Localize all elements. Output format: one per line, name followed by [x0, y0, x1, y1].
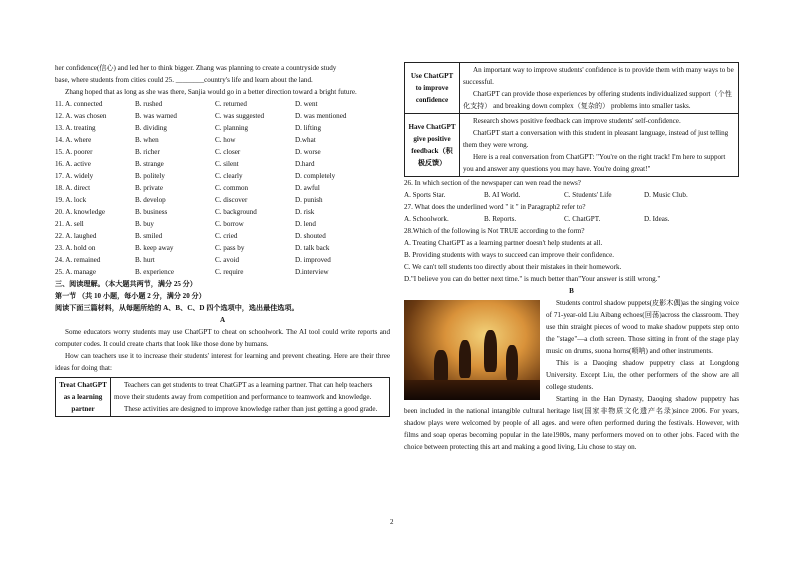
puppet-figure — [459, 340, 471, 378]
options-row — [55, 266, 390, 278]
puppet-figure — [506, 345, 518, 381]
q26-options — [404, 189, 739, 201]
passage-b-para-2: This is a Daoqing shadow puppetry class at Longdong University. Except Liu, the other performers of the show are all college students. — [546, 359, 739, 391]
q28-option-d: D."I believe you can do better next time." is much better than"Your answer is still wrong." — [404, 275, 661, 283]
options-row — [55, 182, 390, 194]
option: B. rushed — [135, 100, 163, 108]
option: D. shouted — [295, 232, 326, 240]
option: B. buy — [135, 220, 154, 228]
passage-a-letter: A — [219, 316, 226, 324]
option: D. improved — [295, 256, 331, 264]
options-row — [55, 206, 390, 218]
table-text: Teachers can get students to treat ChatGPT as a learning partner. That can help teachers move their students away from competition and performance to teamwork and knowledge. — [114, 381, 373, 401]
table-label: Treat ChatGPT as a learning partner — [56, 378, 111, 417]
option: B. experience — [135, 268, 174, 276]
cloze-options — [55, 98, 390, 278]
option: D. awful — [295, 184, 320, 192]
passage-b-letter: B — [569, 287, 574, 295]
option: C. common — [215, 184, 249, 192]
option: B. private — [135, 184, 163, 192]
option: B. keep away — [135, 244, 174, 252]
option: C. returned — [215, 100, 247, 108]
option: C. background — [215, 208, 257, 216]
option: D. risk — [295, 208, 315, 216]
option: B. when — [135, 136, 159, 144]
option: D. talk back — [295, 244, 330, 252]
option: B. politely — [135, 172, 165, 180]
option: D. lifting — [295, 124, 322, 132]
options-row — [55, 158, 390, 170]
passage-b-para-3: Starting in the Han Dynasty, Daoqing shadow puppetry has been included in the national intangible cultural heritage list(国家非物质文化遗产名录)since 2006. For years, shadow plays were welcomed by people of all ages. and were often performed during the festivals. However, with films and soap operas becoming popular in the late1980s, many performers moved on to other jobs. Faced with the choice between protecting this art and making a good living, Liu chose to stay on. — [404, 395, 739, 451]
option: 12. A. was chosen — [55, 112, 107, 120]
right-column — [404, 62, 739, 453]
option: C. clearly — [215, 172, 243, 180]
table-learning-partner — [55, 377, 390, 417]
option: B. Reports. — [484, 215, 517, 223]
table-text: ChatGPT can provide those experiences by offering students individualized support（个性化支持） and breaking down complex（复杂的） problems into smaller tasks. — [463, 90, 732, 110]
left-column — [55, 62, 390, 417]
option: 18. A. direct — [55, 184, 91, 192]
options-row — [55, 110, 390, 122]
table-chatgpt-ideas — [404, 62, 739, 177]
table-text: ChatGPT start a conversation with this student in pleasant language, instead of just telling them they were wrong. — [463, 129, 729, 149]
option: B. hurt — [135, 256, 155, 264]
option: 21. A. sell — [55, 220, 84, 228]
option: C. Students' Life — [564, 191, 612, 199]
page-number: 2 — [390, 518, 394, 526]
option: D. worse — [295, 148, 321, 156]
option: C. avoid — [215, 256, 240, 264]
q28-option-c: C. We can't tell students too directly about their mistakes in their homework. — [404, 263, 622, 271]
option: 17. A. widely — [55, 172, 94, 180]
option: D.hard — [295, 160, 315, 168]
table-cell — [460, 63, 739, 114]
passage-a-para-1: Some educators worry students may use ChatGPT to cheat on schoolwork. The AI tool could write reports and computer codes. It could create charts that look like those done by humans. — [55, 328, 390, 348]
option: 25. A. manage — [55, 268, 96, 276]
option: 22. A. laughed — [55, 232, 97, 240]
options-row — [55, 170, 390, 182]
instructions: 阅读下面三篇材料，从每题所给的 A、B、C、D 四个选项中，选出最佳选项。 — [55, 304, 299, 312]
passage-a-para-2: How can teachers use it to increase their students' interest for learning and prevent cheating. Here are their three ideas for doing that: — [55, 352, 390, 372]
option: A. Schoolwork. — [404, 215, 449, 223]
option: C. was suggested — [215, 112, 265, 120]
intro-line-2: base, where students from cities could 25. ________country's life and learn about the land. — [55, 76, 313, 84]
option: D. was mentioned — [295, 112, 347, 120]
option: 19. A. lock — [55, 196, 87, 204]
option: C. pass by — [215, 244, 245, 252]
option: B. develop — [135, 196, 166, 204]
question-27: 27. What does the underlined word " it " in Paragraph2 refer to? — [404, 203, 586, 211]
option: D.interview — [295, 268, 329, 276]
option: 24. A. remained — [55, 256, 101, 264]
table-cell — [460, 114, 739, 177]
option: C. closer — [215, 148, 241, 156]
option: C. how — [215, 136, 236, 144]
option: C. silent — [215, 160, 239, 168]
options-row — [55, 122, 390, 134]
options-row — [55, 242, 390, 254]
option: 23. A. hold on — [55, 244, 96, 252]
intro-line-1: her confidence(信心) and led her to think bigger. Zhang was planning to create a countryside study — [55, 64, 337, 72]
option: 14. A. where — [55, 136, 92, 144]
options-row — [55, 230, 390, 242]
option: 16. A. active — [55, 160, 91, 168]
puppet-rods — [404, 380, 540, 400]
table-cell — [111, 378, 390, 417]
option: C. discover — [215, 196, 248, 204]
passage-b — [404, 297, 739, 453]
option: D. went — [295, 100, 318, 108]
option: D. completely — [295, 172, 336, 180]
option: D. punish — [295, 196, 323, 204]
passage-b-para-1: Students control shadow puppets(皮影木偶)as the singing voice of 71-year-old Liu Aibang echoes(回荡)across the classroom. They use thin straight pieces of wood to make shadow puppets step onto the "stage"—a cloth screen. Those sitting in front of the stage play music on drums, suona horns(唢呐) and other instruments. — [546, 299, 739, 355]
option: B. smiled — [135, 232, 163, 240]
option: A. Sports Star. — [404, 191, 446, 199]
option: D. lend — [295, 220, 316, 228]
table-label: Use ChatGPT to improve confidence — [405, 63, 460, 114]
option: 20. A. knowledge — [55, 208, 106, 216]
option: B. AI World. — [484, 191, 521, 199]
puppet-figure — [484, 330, 497, 372]
option: C. planning — [215, 124, 249, 132]
part-heading: 第一节 （共 10 小题，每小题 2 分，满分 20 分） — [55, 292, 206, 300]
table-text: Research shows positive feedback can improve students' self-confidence. — [473, 117, 681, 125]
q28-option-a: A. Treating ChatGPT as a learning partner doesn't help students at all. — [404, 239, 603, 247]
option: B. richer — [135, 148, 160, 156]
question-26: 26. In which section of the newspaper can wen read the news? — [404, 179, 581, 187]
q27-options — [404, 213, 739, 225]
options-row — [55, 98, 390, 110]
intro-paragraph-2: Zhang hoped that as long as she was there, Sanjia would go in a better direction toward a bright future. — [65, 88, 357, 96]
option: 11. A. connected — [55, 100, 103, 108]
options-row — [55, 218, 390, 230]
table-label: Have ChatGPT give positive feedback（积极反馈） — [405, 114, 460, 177]
options-row — [55, 134, 390, 146]
options-row — [55, 194, 390, 206]
option: D. Ideas. — [644, 215, 670, 223]
option: D. Music Club. — [644, 191, 688, 199]
question-28: 28.Which of the following is Not TRUE according to the form? — [404, 227, 585, 235]
table-text: An important way to improve students' confidence is to provide them with many ways to be successful. — [463, 66, 734, 86]
option: C. require — [215, 268, 244, 276]
shadow-puppet-photo — [404, 300, 540, 400]
options-row — [55, 146, 390, 158]
option: C. ChatGPT. — [564, 215, 601, 223]
option: 13. A. treating — [55, 124, 96, 132]
option: C. cried — [215, 232, 238, 240]
option: C. borrow — [215, 220, 244, 228]
option: B. dividing — [135, 124, 167, 132]
option: B. strange — [135, 160, 164, 168]
table-text: These activities are designed to improve knowledge rather than just getting a good grade. — [124, 405, 378, 413]
option: 15. A. poorer — [55, 148, 93, 156]
option: B. business — [135, 208, 168, 216]
options-row — [55, 254, 390, 266]
section-heading: 三、阅读理解。（本大题共两节，满分 25 分） — [55, 280, 197, 288]
q28-option-b: B. Providing students with ways to succeed can improve their confidence. — [404, 251, 615, 259]
option: B. was warned — [135, 112, 177, 120]
option: D.what — [295, 136, 316, 144]
puppet-figure — [434, 350, 448, 384]
table-text: Here is a real conversation from ChatGPT: "You're on the right track! I'm here to support you and answer any questions you may have. You're doing great!" — [463, 153, 726, 173]
